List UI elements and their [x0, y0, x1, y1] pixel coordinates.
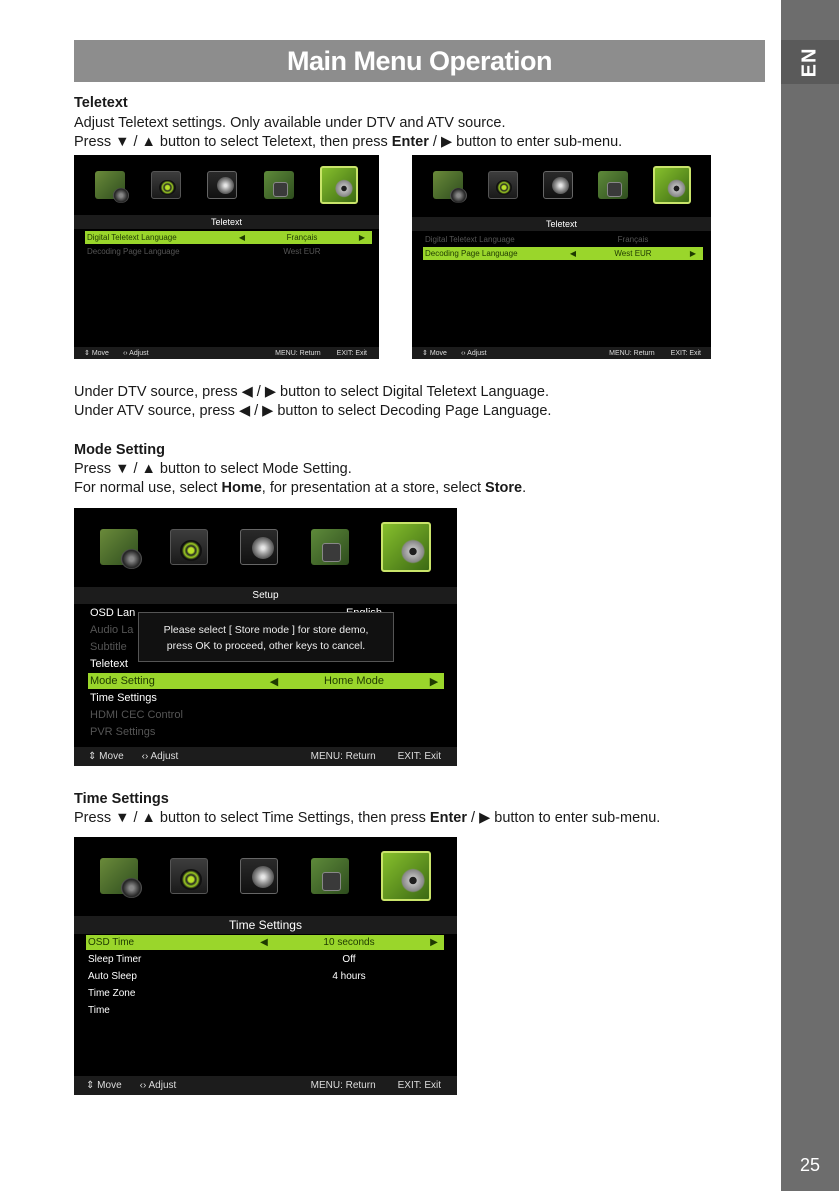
- exit-hint: EXIT: Exit: [336, 349, 367, 357]
- menu-title: Setup: [74, 587, 457, 604]
- adjust-hint: ‹› Adjust: [460, 349, 487, 357]
- menu-title: Teletext: [74, 215, 379, 229]
- sound-icon: [488, 171, 518, 199]
- adjust-hint: ‹› Adjust: [139, 1080, 177, 1091]
- menu-return-hint: MENU: Return: [275, 349, 321, 357]
- picture-icon: [100, 529, 138, 565]
- menu-row-audio-language[interactable]: Audio La: [90, 624, 134, 636]
- channel-icon: [543, 171, 573, 199]
- menu-footer: [74, 347, 379, 359]
- sound-icon: [151, 171, 181, 199]
- channel-icon: [240, 529, 278, 565]
- exit-hint: EXIT: Exit: [397, 751, 441, 762]
- menu-row-pvr-settings[interactable]: PVR Settings: [90, 726, 156, 738]
- channel-icon: [207, 171, 237, 199]
- channel-icon: [240, 858, 278, 894]
- mode-setting-description: For normal use, select Home, for presentation at a store, select Store.: [74, 480, 527, 496]
- sound-icon: [170, 858, 208, 894]
- menu-row-subtitle[interactable]: Subtitle: [90, 641, 127, 653]
- picture-icon: [95, 171, 125, 199]
- teletext-heading: Teletext: [74, 95, 128, 111]
- lock-icon: [598, 171, 628, 199]
- move-hint: ⇕ Move: [88, 751, 124, 762]
- teletext-screen-atv: [412, 155, 711, 359]
- menu-row-decoding-page-language[interactable]: Decoding Page Language ◀ West EUR ▶: [423, 247, 703, 260]
- teletext-screen-dtv: [74, 155, 379, 359]
- menu-row-teletext[interactable]: Teletext: [90, 658, 128, 670]
- atv-note: Under ATV source, press ◀ / ▶ button to select Decoding Page Language.: [74, 403, 552, 419]
- mode-setting-instruction: Press ▼ / ▲ button to select Mode Setting.: [74, 461, 352, 477]
- menu-footer: [74, 747, 457, 766]
- store-mode-dialog: [138, 612, 394, 662]
- side-tab: [781, 0, 839, 1191]
- page-title: Main Menu Operation: [74, 40, 765, 82]
- language-label: EN: [798, 47, 821, 77]
- menu-return-hint: MENU: Return: [310, 751, 376, 762]
- menu-row-mode-setting[interactable]: Mode Setting ◀ Home Mode ▶: [88, 673, 444, 689]
- setup-icon: [381, 522, 431, 572]
- exit-hint: EXIT: Exit: [670, 349, 701, 357]
- menu-title: Time Settings: [74, 916, 457, 934]
- picture-icon: [100, 858, 138, 894]
- menu-row-osd-language[interactable]: OSD Lan: [90, 607, 136, 619]
- teletext-description: Adjust Teletext settings. Only available under DTV and ATV source.: [74, 115, 506, 131]
- menu-row-time-settings[interactable]: Time Settings: [90, 692, 157, 704]
- menu-row-digital-teletext-language[interactable]: Digital Teletext Language ◀ Français ▶: [85, 231, 372, 244]
- adjust-hint: ‹› Adjust: [141, 751, 179, 762]
- exit-hint: EXIT: Exit: [397, 1080, 441, 1091]
- menu-footer: [74, 1076, 457, 1095]
- move-hint: ⇕ Move: [84, 350, 109, 357]
- menu-row-auto-sleep[interactable]: Auto Sleep 4 hours: [88, 971, 366, 982]
- menu-row-digital-teletext-language[interactable]: Digital Teletext Language Français: [425, 235, 649, 244]
- move-hint: ⇕ Move: [86, 1080, 122, 1091]
- lock-icon: [311, 529, 349, 565]
- adjust-hint: ‹› Adjust: [122, 349, 149, 357]
- menu-row-time-zone[interactable]: Time Zone: [88, 988, 136, 999]
- menu-title: Teletext: [412, 217, 711, 231]
- page-number: 25: [799, 1155, 821, 1175]
- sound-icon: [170, 529, 208, 565]
- menu-return-hint: MENU: Return: [310, 1080, 376, 1091]
- language-tab: [781, 40, 839, 84]
- time-settings-instruction: Press ▼ / ▲ button to select Time Settings, then press Enter / ▶ button to enter sub-menu.: [74, 810, 661, 826]
- setup-icon: [381, 851, 431, 901]
- time-settings-heading: Time Settings: [74, 791, 169, 807]
- dialog-message-line2: press OK to proceed, other keys to cancel.: [166, 640, 366, 652]
- menu-row-sleep-timer[interactable]: Sleep Timer Off: [88, 954, 356, 965]
- setup-icon: [320, 166, 358, 204]
- menu-row-hdmi-cec-control[interactable]: HDMI CEC Control: [90, 709, 183, 721]
- teletext-instruction: Press ▼ / ▲ button to select Teletext, then press Enter / ▶ button to enter sub-menu.: [74, 134, 623, 150]
- dtv-note: Under DTV source, press ◀ / ▶ button to select Digital Teletext Language.: [74, 384, 550, 400]
- lock-icon: [311, 858, 349, 894]
- menu-row-osd-time[interactable]: OSD Time ◀ 10 seconds ▶: [86, 935, 444, 950]
- picture-icon: [433, 171, 463, 199]
- setup-screen: [74, 508, 457, 766]
- mode-setting-heading: Mode Setting: [74, 442, 166, 458]
- time-settings-screen: [74, 837, 457, 1095]
- menu-footer: [412, 347, 711, 359]
- menu-row-time[interactable]: Time: [88, 1005, 110, 1016]
- setup-icon: [653, 166, 691, 204]
- dialog-message-line1: Please select [ Store mode ] for store demo,: [163, 624, 369, 636]
- menu-return-hint: MENU: Return: [609, 349, 655, 357]
- menu-row-decoding-page-language[interactable]: Decoding Page Language West EUR: [87, 247, 321, 256]
- lock-icon: [264, 171, 294, 199]
- move-hint: ⇕ Move: [422, 350, 447, 357]
